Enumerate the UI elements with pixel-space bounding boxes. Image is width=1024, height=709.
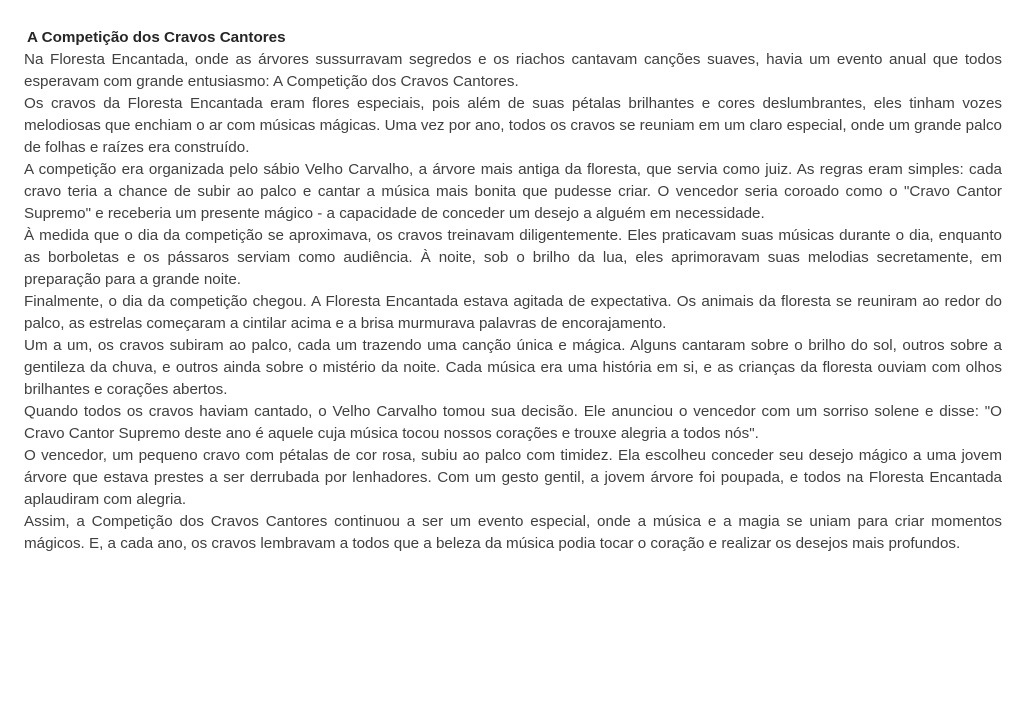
paragraph-2: Os cravos da Floresta Encantada eram flores especiais, pois além de suas pétalas brilhantes e cores deslumbrantes, eles tinham vozes melodiosas que enchiam o ar com músicas mágicas. Uma vez por ano, todos os cravos se reuniam em um claro especial, onde um grande palco de folhas e raízes era construído.	[24, 95, 1002, 156]
paragraph-5: Finalmente, o dia da competição chegou. A Floresta Encantada estava agitada de expectativa. Os animais da floresta se reuniram ao redor do palco, as estrelas começaram a cintilar acima e a brisa murmurava palavras de encorajamento.	[24, 293, 1002, 332]
paragraph-8: O vencedor, um pequeno cravo com pétalas de cor rosa, subiu ao palco com timidez. Ela escolheu conceder seu desejo mágico a uma jovem árvore que estava prestes a ser derrubada por lenhadores. Com um gesto gentil, a jovem árvore foi poupada, e todos na Floresta Encantada aplaudiram com alegria.	[24, 447, 1002, 508]
document-title: A Competição dos Cravos Cantores	[27, 29, 286, 46]
paragraph-3: A competição era organizada pelo sábio Velho Carvalho, a árvore mais antiga da floresta, que servia como juiz. As regras eram simples: cada cravo teria a chance de subir ao palco e cantar a música mais bonita que pudesse criar. O vencedor seria coroado como o "Cravo Cantor Supremo" e receberia um presente mágico - a capacidade de conceder um desejo a alguém em necessidade.	[24, 161, 1002, 222]
paragraph-4: À medida que o dia da competição se aproximava, os cravos treinavam diligentemente. Eles praticavam suas músicas durante o dia, enquanto as borboletas e os pássaros serviam como audiência. À noite, sob o brilho da lua, eles aprimoravam suas melodias secretamente, em preparação para a grande noite.	[24, 227, 1002, 288]
paragraph-7: Quando todos os cravos haviam cantado, o Velho Carvalho tomou sua decisão. Ele anunciou o vencedor com um sorriso solene e disse: "O Cravo Cantor Supremo deste ano é aquele cuja música tocou nossos corações e trouxe alegria a todos nós".	[24, 403, 1002, 442]
paragraph-6: Um a um, os cravos subiram ao palco, cada um trazendo uma canção única e mágica. Alguns cantaram sobre o brilho do sol, outros sobre a gentileza da chuva, e outros ainda sobre o mistério da noite. Cada música era uma história em si, e as crianças da floresta ouviam com olhos brilhantes e corações abertos.	[24, 337, 1002, 398]
paragraph-1: Na Floresta Encantada, onde as árvores sussurravam segredos e os riachos cantavam canções suaves, havia um evento anual que todos esperavam com grande entusiasmo: A Competição dos Cravos Cantores.	[24, 51, 1002, 90]
document-body	[24, 27, 1002, 555]
paragraph-9: Assim, a Competição dos Cravos Cantores continuou a ser um evento especial, onde a música e a magia se uniam para criar momentos mágicos. E, a cada ano, os cravos lembravam a todos que a beleza da música podia tocar o coração e realizar os desejos mais profundos.	[24, 513, 1002, 552]
